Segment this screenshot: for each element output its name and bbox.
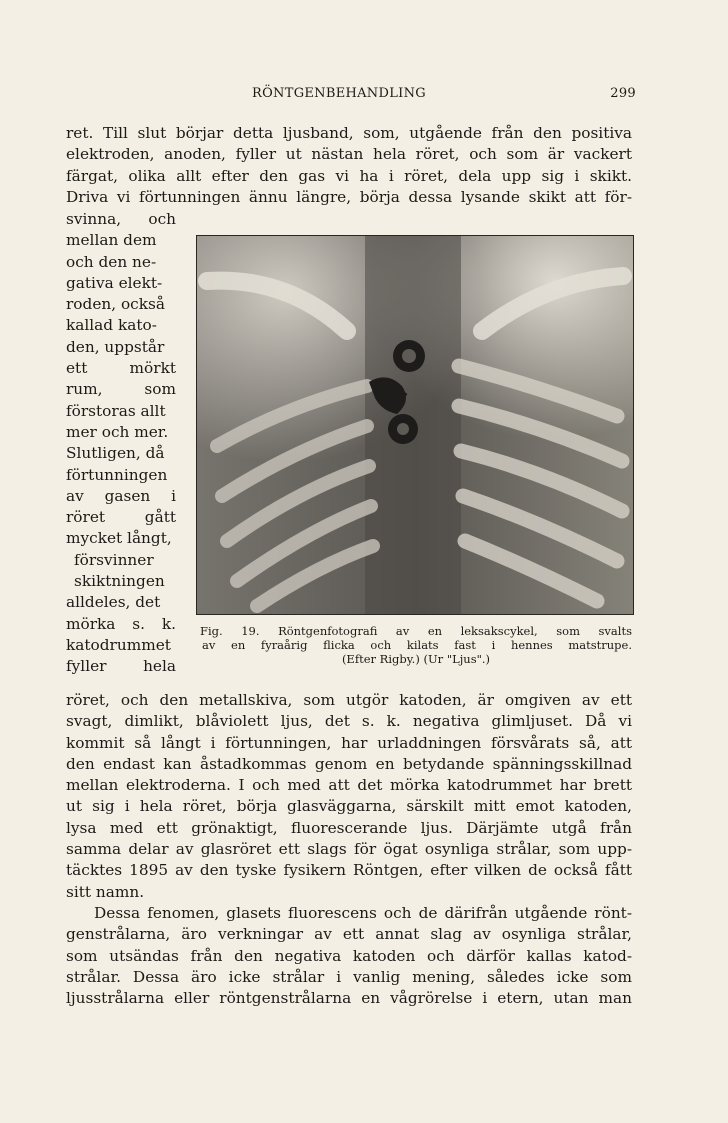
text-line: ut sig i hela röret, börja glasväggarna, särskilt mitt emot katoden, — [66, 797, 632, 816]
text-line: fyller hela — [66, 657, 176, 676]
page-number: 299 — [610, 86, 636, 101]
xray-photograph — [196, 235, 634, 615]
wrapped-text-column — [66, 209, 176, 678]
text-line: Driva vi förtunningen ännu längre, börja dessa lysande skikt att för- — [66, 187, 632, 206]
text-line: röret, och den metallskiva, som utgör katoden, är omgiven av ett — [66, 691, 632, 709]
text-line: mörka s. k. — [66, 614, 176, 633]
top-paragraph — [66, 123, 632, 208]
text-line: av gasen i — [66, 486, 176, 505]
text-line: lysa med ett grönaktigt, fluorescerande ljus. Därjämte utgå från — [66, 818, 632, 837]
text-line: den, uppstår — [66, 337, 165, 356]
text-line: samma delar av glasröret ett slags för ögat osynliga strålar, som upp- — [66, 840, 632, 859]
text-line: förtunningen — [66, 465, 168, 484]
text-line: ljusstrålarna eller röntgenstrålarna en vågrörelse i etern, utan man — [66, 989, 632, 1008]
text-line: röret gått — [66, 508, 176, 527]
text-line: svinna, och — [66, 210, 176, 228]
text-line: ett mörkt — [66, 359, 176, 378]
caption-line: Fig. 19. Röntgenfotografi av en leksakscykel, som svalts — [200, 624, 632, 638]
text-line: skiktningen — [74, 572, 165, 591]
text-line: svagt, dimlikt, blåviolett ljus, det s. k. negativa glimljuset. Då vi — [66, 712, 632, 731]
text-line: kallad kato- — [66, 316, 157, 335]
text-line: ret. Till slut börjar detta ljusband, som, utgående från den positiva — [66, 124, 632, 142]
text-line: som utsändas från den negativa katoden och därför kallas katod- — [66, 946, 632, 965]
text-line: sitt namn. — [66, 882, 145, 901]
text-line: genstrålarna, äro verkningar av ett annat slag av osynliga strålar, — [66, 925, 632, 944]
text-line: strålar. Dessa äro icke strålar i vanlig mening, således icke som — [66, 967, 632, 986]
text-line: mellan dem — [66, 231, 157, 250]
text-line: försvinner — [74, 550, 154, 569]
text-line: den endast kan åstadkommas genom en betydande spänningsskillnad — [66, 754, 632, 773]
bottom-paragraph — [66, 690, 632, 1009]
text-line: gativa elekt- — [66, 273, 163, 292]
text-line: färgat, olika allt efter den gas vi ha i röret, dela upp sig i skikt. — [66, 166, 632, 185]
text-line: roden, också — [66, 295, 165, 314]
text-line: mer och mer. — [66, 422, 169, 441]
text-line: kommit så långt i förtunningen, har urladdningen försvårats så, att — [66, 733, 632, 752]
text-line: Dessa fenomen, glasets fluorescens och de därifrån utgående rönt- — [94, 903, 632, 922]
caption-line: av en fyraårig flicka och kilats fast i hennes matstrupe. — [202, 638, 632, 652]
text-line: Slutligen, då — [66, 444, 165, 463]
caption-line: (Efter Rigby.) (Ur "Ljus".) — [341, 652, 491, 666]
text-line: alldeles, det — [66, 593, 161, 612]
text-line: katodrummet — [66, 635, 171, 654]
text-line: förstoras allt — [66, 401, 166, 420]
text-line: mellan elektroderna. I och med att det mörka katodrummet har brett — [66, 776, 632, 795]
text-line: täcktes 1895 av den tyske fysikern Röntgen, efter vilken de också fått — [66, 861, 632, 880]
text-line: mycket långt, — [66, 529, 172, 548]
xray-image — [197, 236, 633, 614]
figure-caption — [200, 624, 632, 666]
text-line: rum, som — [66, 380, 176, 399]
text-line: elektroden, anoden, fyller ut nästan hela röret, och som är vackert — [66, 145, 632, 164]
text-line: och den ne- — [66, 252, 157, 271]
running-title: RÖNTGENBEHANDLING — [252, 86, 426, 101]
